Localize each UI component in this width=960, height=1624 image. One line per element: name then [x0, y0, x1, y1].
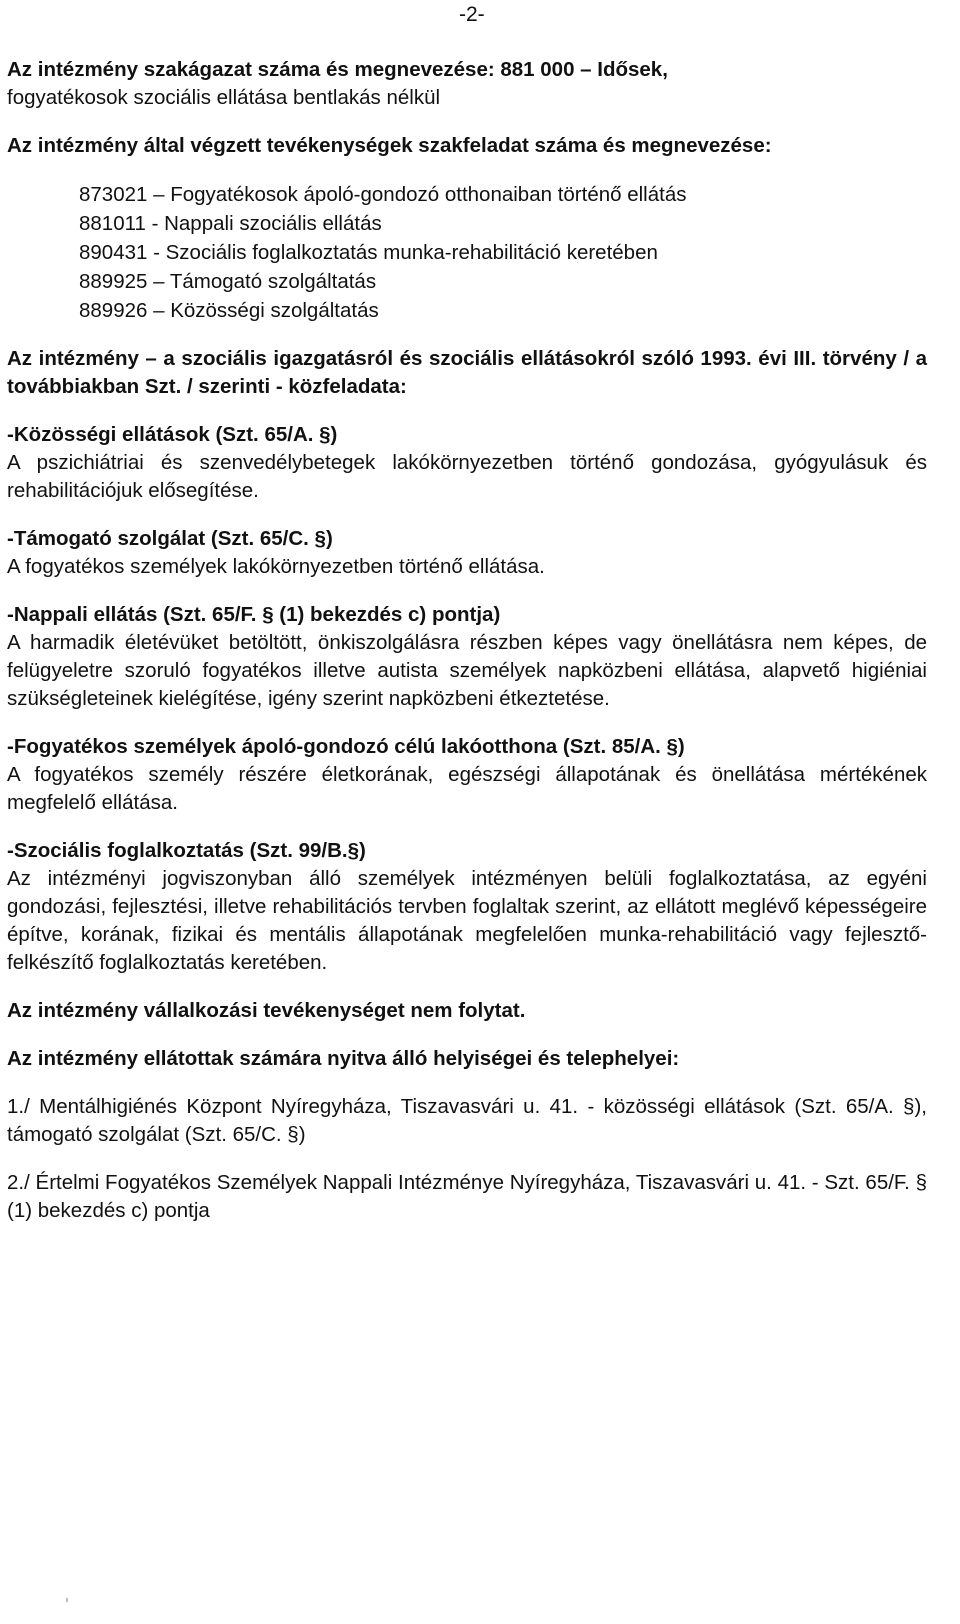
section-residential-home	[7, 733, 927, 817]
section-text: Az intézményi jogviszonyban álló személyek intézményen belüli foglalkoztatása, az egyéni gondozási, fejlesztési, illetve rehabilitációs tervben foglaltak szerint, az ellátott meglévő képességeire építve, korának, fizikai és mentális állapotának megfelelően munka-rehabilitáció vagy fejlesztő-felkészítő foglalkoztatás keretében.	[7, 867, 927, 974]
section-community-care	[7, 421, 927, 505]
activity-item: 890431 - Szociális foglalkoztatás munka-rehabilitáció keretében	[79, 241, 658, 264]
section-title: -Támogató szolgálat (Szt. 65/C. §)	[7, 527, 333, 550]
header-line-2: fogyatékosok szociális ellátása bentlakás nélkül	[7, 86, 441, 109]
section-title: -Szociális foglalkoztatás (Szt. 99/B.§)	[7, 839, 366, 862]
activity-item: 889925 – Támogató szolgáltatás	[79, 270, 377, 293]
section-text: A pszichiátriai és szenvedélybetegek lakókörnyezetben történő gondozása, gyógyulásuk és rehabilitációjuk elősegítése.	[7, 451, 927, 502]
section-social-employment	[7, 837, 927, 977]
business-statement: Az intézmény vállalkozási tevékenységet nem folytat.	[7, 999, 526, 1022]
section-support-service	[7, 525, 927, 581]
scan-speck	[66, 1598, 68, 1602]
page-number: -2-	[459, 3, 485, 26]
site-item: 1./ Mentálhigiénés Központ Nyíregyháza, Tiszavasvári u. 41. - közösségi ellátások (Szt. 65/A. §), támogató szolgálat (Szt. 65/C. §)	[7, 1095, 927, 1146]
section-text: A fogyatékos személyek lakókörnyezetben történő ellátása.	[7, 555, 545, 578]
site-item: 2./ Értelmi Fogyatékos Személyek Nappali Intézménye Nyíregyháza, Tiszavasvári u. 41. - Szt. 65/F. § (1) bekezdés c) pontja	[7, 1171, 927, 1222]
sites-title: Az intézmény ellátottak számára nyitva álló helyiségei és telephelyei:	[7, 1047, 680, 1070]
public-task-title: Az intézmény – a szociális igazgatásról és szociális ellátásokról szóló 1993. évi III. törvény / a továbbiakban Szt. / szerinti - közfeladata:	[7, 347, 927, 398]
activities-list	[7, 180, 927, 325]
section-title: -Nappali ellátás (Szt. 65/F. § (1) bekezdés c) pontja)	[7, 603, 501, 626]
document-body	[7, 56, 927, 1225]
header-line-1	[7, 56, 927, 84]
section-text: A fogyatékos személy részére életkorának, egészségi állapotának és önellátása mértékének megfelelő ellátása.	[7, 763, 927, 814]
activity-item: 873021 – Fogyatékosok ápoló-gondozó otthonaiban történő ellátás	[79, 183, 687, 206]
activity-item: 889926 – Közösségi szolgáltatás	[79, 299, 379, 322]
section-title: -Fogyatékos személyek ápoló-gondozó célú lakóotthona (Szt. 85/A. §)	[7, 735, 685, 758]
activity-item: 881011 - Nappali szociális ellátás	[79, 212, 382, 235]
section-day-care	[7, 601, 927, 713]
section-text: A harmadik életévüket betöltött, önkiszolgálásra részben képes vagy önellátásra nem képes, de felügyeletre szoruló fogyatékos illetve autista személyek napközbeni ellátása, alapvető higiéniai szükségleteinek kielégítése, igény szerint napközbeni étkeztetése.	[7, 631, 927, 710]
section-title: -Közösségi ellátások (Szt. 65/A. §)	[7, 423, 338, 446]
activities-title: Az intézmény által végzett tevékenységek szakfeladat száma és megnevezése:	[7, 134, 772, 157]
header-line-1-text: Az intézmény szakágazat száma és megnevezése: 881 000 – Idősek,	[7, 58, 668, 81]
